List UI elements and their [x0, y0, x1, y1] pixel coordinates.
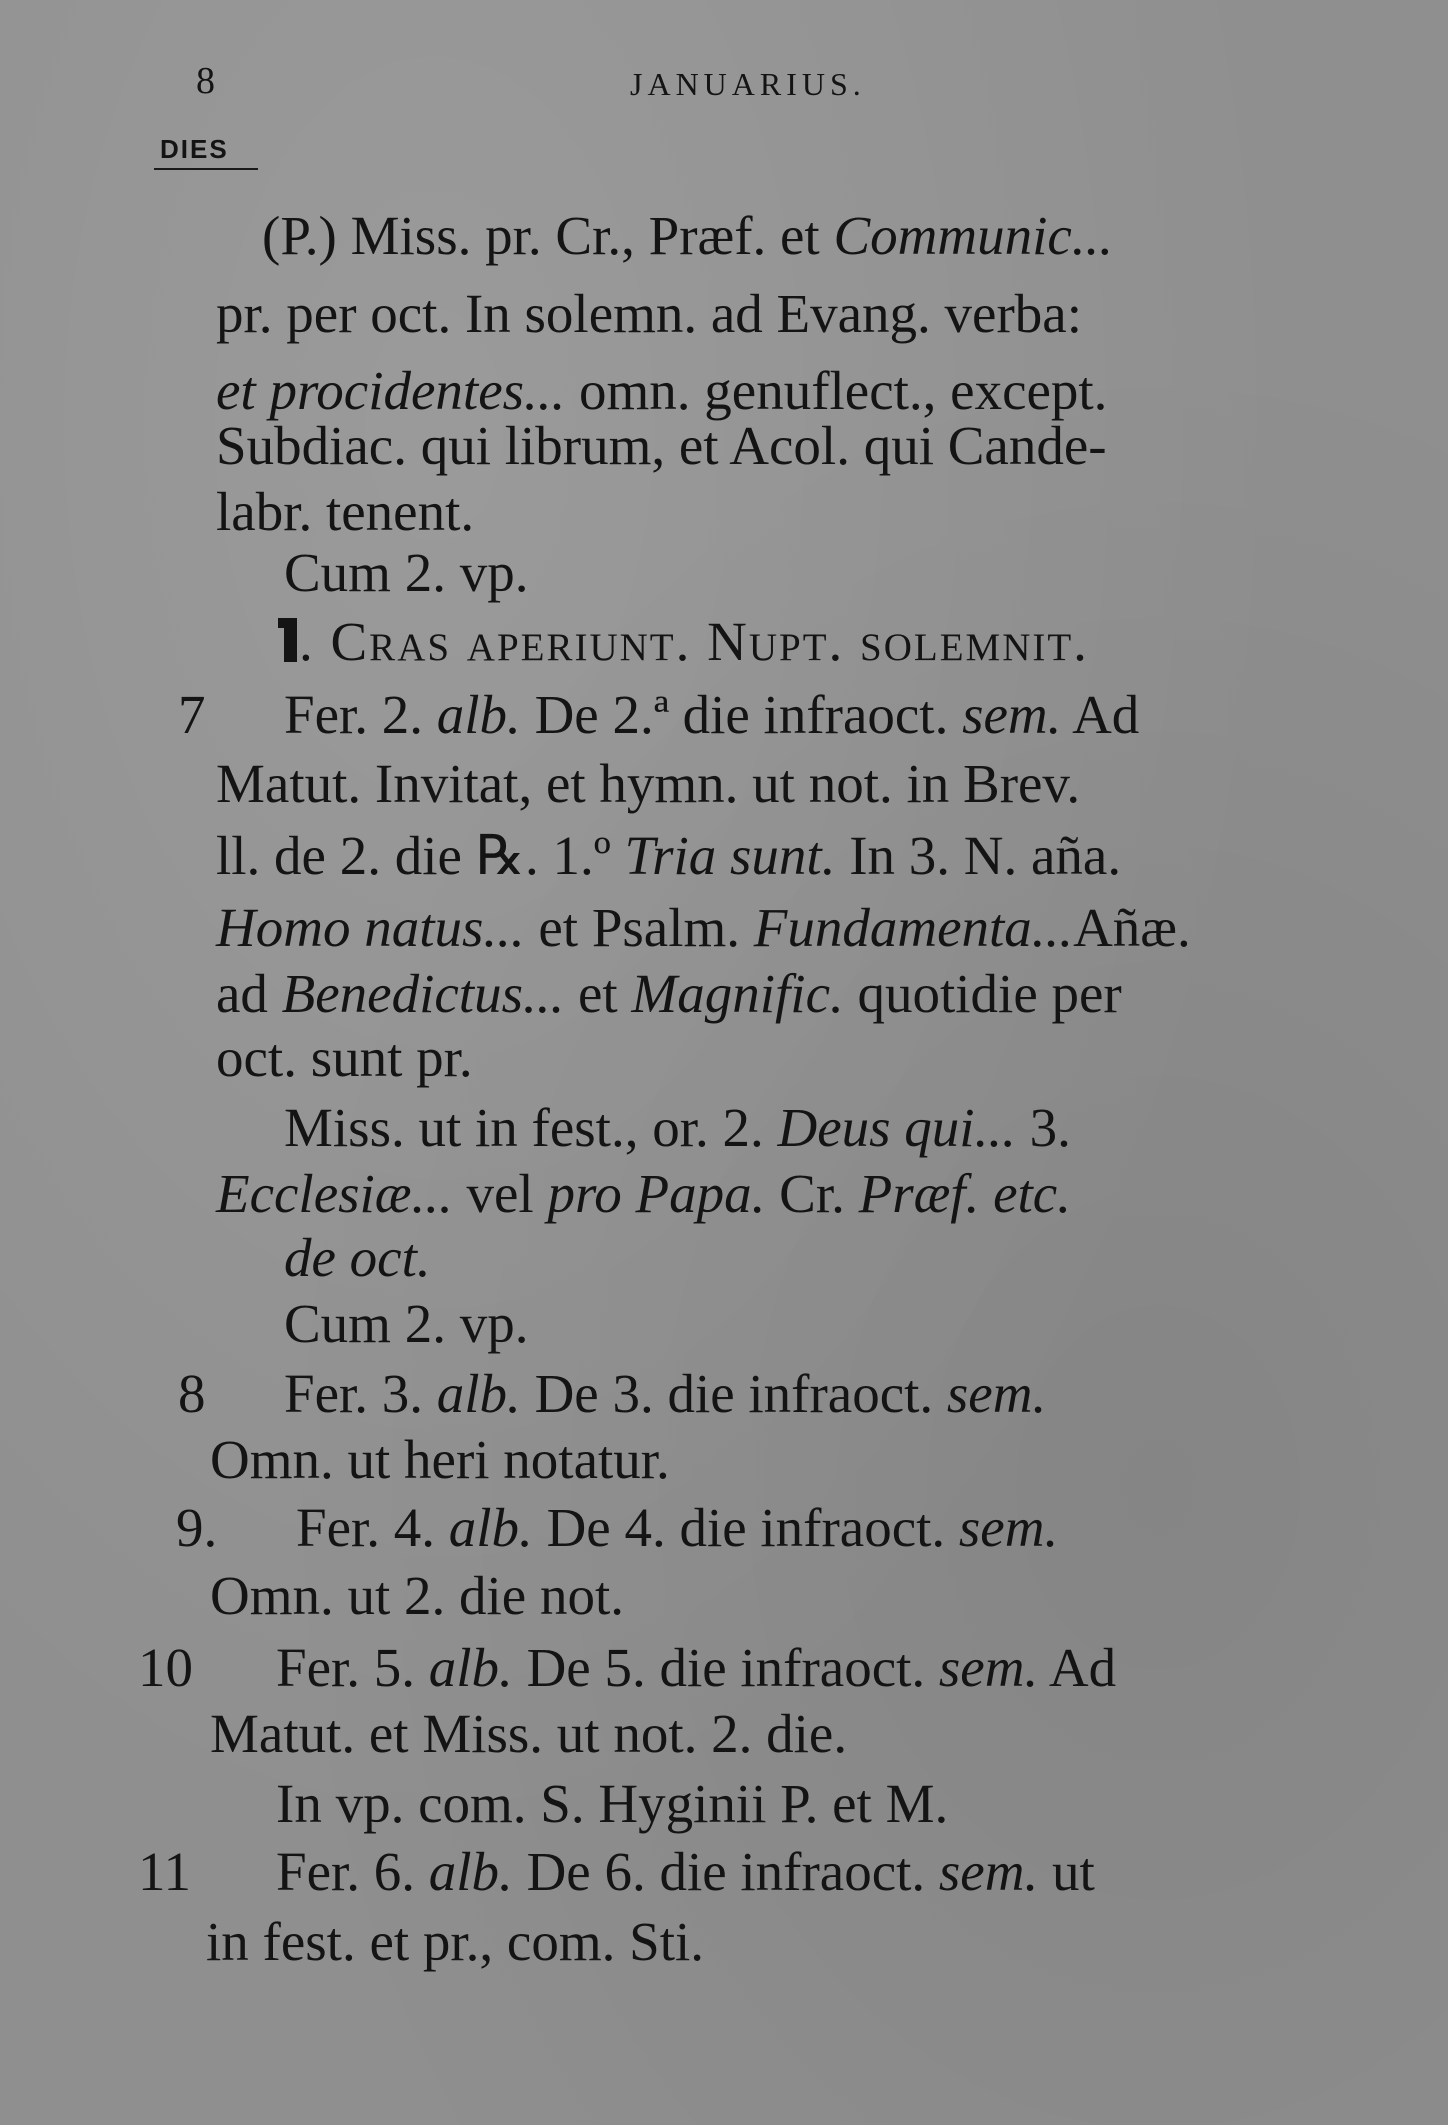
text-run: Omn. ut 2. die not. [210, 1565, 625, 1626]
text-line [216, 415, 1107, 476]
text-run: Ad [1038, 1637, 1117, 1698]
text-run: Omn. ut heri notatur. [210, 1429, 670, 1490]
text-run: De 2.ª die infraoct. [520, 684, 963, 745]
italic-run: sem. [938, 1637, 1039, 1698]
text-run: Ad [1061, 684, 1140, 745]
day-number: 9. [176, 1497, 218, 1558]
text-line [276, 1637, 1117, 1698]
text-run: omn. genuflect., except. [565, 360, 1108, 421]
text-run: Fer. 3. [284, 1363, 437, 1424]
text-line [216, 963, 1122, 1024]
italic-run: sem. [958, 1497, 1059, 1558]
text-run: De 3. die infraoct. [520, 1363, 947, 1424]
italic-run: Ecclesiæ... [216, 1163, 453, 1224]
italic-run: Fundamenta... [753, 897, 1074, 958]
italic-run: de oct. [284, 1227, 431, 1288]
italic-run: Communic... [833, 205, 1114, 266]
text-run: Fer. 5. [276, 1637, 429, 1698]
italic-run: Homo natus... [216, 897, 525, 958]
text-run: ut [1038, 1841, 1095, 1902]
text-run: Cum 2. vp. [284, 1293, 529, 1354]
rubric-mark-icon [284, 618, 297, 662]
text-line [284, 684, 1140, 745]
italic-run: Magnific. [631, 963, 844, 1024]
italic-run: Benedictus... [281, 963, 565, 1024]
text-run: Fer. 4. [296, 1497, 449, 1558]
text-line [216, 360, 1108, 421]
text-run: in fest. et pr., com. Sti. [206, 1911, 705, 1972]
italic-run: alb. [448, 1497, 533, 1558]
italic-run: alb. [436, 1363, 521, 1424]
italic-run: et procidentes... [216, 360, 566, 421]
italic-run: Deus qui... [777, 1097, 1016, 1158]
text-run: ad [216, 963, 282, 1024]
text-line [216, 1163, 1071, 1224]
text-run: De 4. die infraoct. [532, 1497, 959, 1558]
text-run: Miss. ut in fest., or. 2. [284, 1097, 778, 1158]
text-run: quotidie per [843, 963, 1122, 1024]
text-line [210, 1703, 848, 1764]
text-line [284, 542, 529, 603]
text-line [216, 897, 1191, 958]
text-run: Matut. et Miss. ut not. 2. die. [210, 1703, 848, 1764]
text-line [206, 1911, 705, 1972]
italic-run: Præf. etc. [858, 1163, 1071, 1224]
text-run: Fer. 6. [276, 1841, 429, 1902]
text-run: 3. [1015, 1097, 1071, 1158]
day-number: 8 [178, 1363, 206, 1424]
day-number: 10 [138, 1637, 193, 1698]
text-run: Añæ. [1073, 897, 1191, 958]
text-line [216, 481, 475, 542]
text-run: et Psalm. [524, 897, 754, 958]
text-line [284, 611, 1089, 672]
italic-run: alb. [436, 684, 521, 745]
text-run: oct. sunt pr. [216, 1027, 473, 1088]
text-run: ll. de 2. die ℞. 1.º [216, 825, 625, 886]
text-line [216, 825, 1122, 886]
text-line [296, 1497, 1059, 1558]
small-caps-run: . Cras aperiunt. Nupt. solemnit. [299, 611, 1089, 672]
italic-run: alb. [428, 1841, 513, 1902]
day-number: 11 [138, 1841, 191, 1902]
text-run: In vp. com. S. Hyginii P. et M. [276, 1773, 949, 1834]
text-line [210, 1429, 670, 1490]
text-line [284, 1363, 1047, 1424]
text-run: labr. tenent. [216, 481, 475, 542]
text-line [284, 1227, 431, 1288]
text-run: et [564, 963, 632, 1024]
text-line [210, 1565, 625, 1626]
text-run: (P.) Miss. pr. Cr., Præf. et [262, 205, 834, 266]
text-line [284, 1293, 529, 1354]
column-label: DIES [160, 134, 229, 164]
text-run: De 5. die infraoct. [512, 1637, 939, 1698]
italic-run: sem. [938, 1841, 1039, 1902]
italic-run: pro Papa. [547, 1163, 766, 1224]
text-run: Subdiac. qui librum, et Acol. qui Cande- [216, 415, 1107, 476]
text-line [262, 205, 1114, 266]
text-run: Cr. [765, 1163, 859, 1224]
page-number: 8 [196, 60, 215, 102]
text-run: In 3. N. aña. [835, 825, 1122, 886]
italic-run: sem. [962, 684, 1062, 745]
text-line [216, 283, 1082, 344]
italic-run: sem. [946, 1363, 1047, 1424]
text-run: De 6. die infraoct. [512, 1841, 939, 1902]
italic-run: alb. [428, 1637, 513, 1698]
text-run: pr. per oct. In solemn. ad Evang. verba: [216, 283, 1082, 344]
column-label-rule [154, 168, 258, 170]
text-line [284, 1097, 1071, 1158]
text-run: Matut. Invitat, et hymn. ut not. in Brev. [216, 753, 1081, 814]
text-run: vel [452, 1163, 548, 1224]
running-title: JANUARIUS. [630, 66, 866, 102]
text-run: Fer. 2. [284, 684, 437, 745]
text-line [216, 1027, 473, 1088]
day-number: 7 [178, 684, 206, 745]
text-line [276, 1841, 1095, 1902]
text-line [276, 1773, 949, 1834]
text-line [216, 753, 1081, 814]
italic-run: Tria sunt. [624, 825, 836, 886]
text-run: Cum 2. vp. [284, 542, 529, 603]
